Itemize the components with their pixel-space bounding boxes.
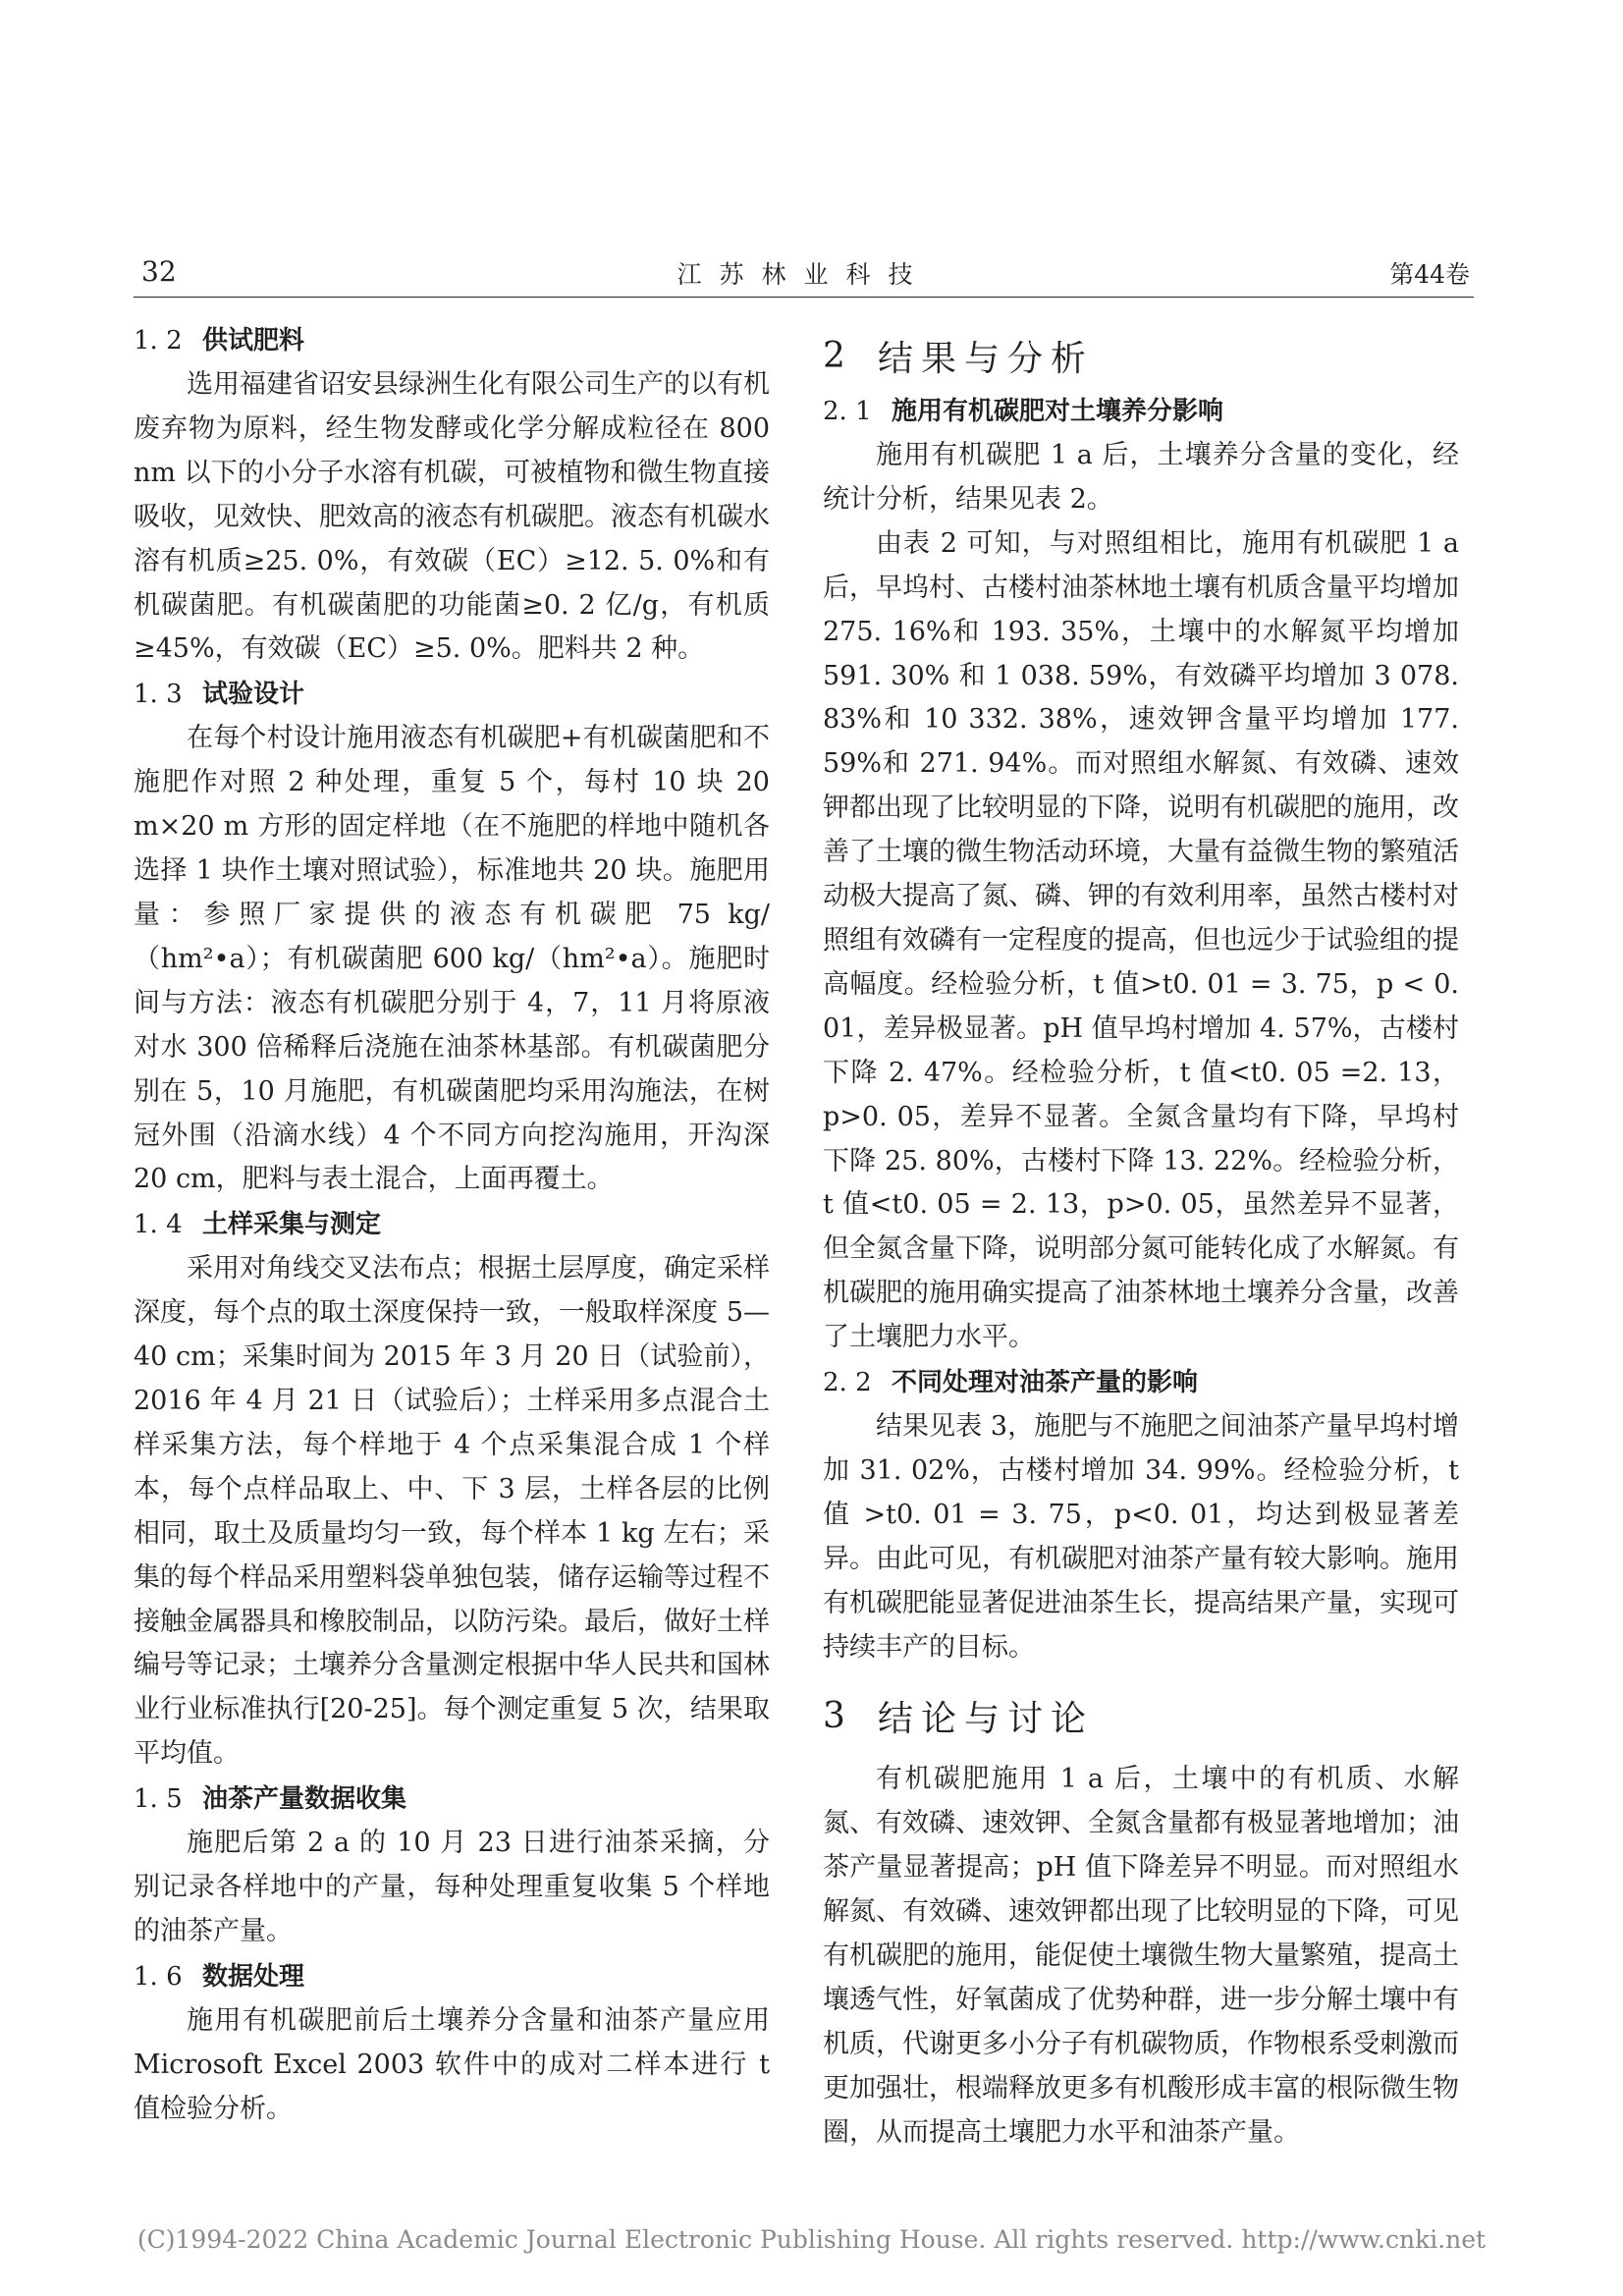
subsection-heading-1-6 [134, 1954, 770, 1999]
subsection-number: 1. 4 [134, 1210, 183, 1240]
subsection-number: 1. 2 [134, 326, 183, 355]
paragraph: 结果见表 3，施肥与不施肥之间油茶产量早坞村增加 31. 02%，古楼村增加 34. 99%。经检验分析，t 值 >t0. 01 = 3. 75，p<0. 01，均达到极显著差异。由此可见，有机碳肥对油茶产量有较大影响。施用有机碳肥能显著促进油茶生长，提高结果产量，实现可持续丰产的目标。 [823, 1411, 1459, 1663]
volume-label: 第44卷 [1389, 260, 1470, 289]
section-number: 2 [823, 335, 845, 376]
paragraph: 采用对角线交叉法布点；根据土层厚度，确定采样深度，每个点的取土深度保持一致，一般取样深度 5—40 cm；采集时间为 2015 年 3 月 20 日（试验前），2016 年 4 月 21 日（试验后）；土样采用多点混合土样采集方法，每个样地于 4 个点采集混合成 1 个样本，每个点样品取上、中、下 3 层，土样各层的比例相同，取土及质量均匀一致，每个样本 1 kg 左右；采集的每个样品采用塑料袋单独包装，储存运输等过程不接触金属器具和橡胶制品，以防污染。最后，做好土样编号等记录；土壤养分含量测定根据中华人民共和国林业行业标准执行[20-25]。每个测定重复 5 次，结果取平均值。 [134, 1253, 770, 1770]
subsection-title: 试验设计 [202, 680, 305, 710]
header-rule [134, 297, 1474, 298]
paragraph-conclusion [823, 1758, 1459, 2155]
subsection-number: 1. 5 [134, 1784, 183, 1815]
subsection-number: 1. 3 [134, 680, 183, 710]
subsection-heading-1-5 [134, 1777, 770, 1822]
subsection-heading-1-4 [134, 1202, 770, 1247]
paragraph-yield-data [134, 1822, 770, 1954]
paragraph-yield [823, 1405, 1459, 1669]
subsection-heading-2-1 [823, 389, 1459, 434]
paragraph: 选用福建省诏安县绿洲生化有限公司生产的以有机废弃物为原料，经生物发酵或化学分解成粒径在 800 nm 以下的小分子水溶有机碳，可被植物和微生物直接吸收，见效快、肥效高的液态有机碳肥。液态有机碳水溶有机质≥25. 0%，有效碳（EC）≥12. 5. 0%和有机碳菌肥。有机碳菌肥的功能菌≥0. 2 亿/g，有机质≥45%，有效碳（EC）≥5. 0%。肥料共 2 种。 [134, 369, 770, 665]
paragraph-soil-nutrients [823, 434, 1459, 1360]
paragraph: 施用有机碳肥 1 a 后，土壤养分含量的变化，经统计分析，结果见表 2。 [823, 440, 1459, 515]
section-title: 结论与讨论 [878, 1698, 1095, 1739]
subsection-title: 不同处理对油茶产量的影响 [892, 1368, 1199, 1398]
paragraph-fertilizer [134, 363, 770, 672]
copyright-footer: (C)1994-2022 China Academic Journal Electronic Publishing House. All rights reserved. http://www.cnki.net [136, 2225, 1487, 2254]
subsection-number: 2. 1 [823, 397, 872, 426]
subsection-heading-2-2 [823, 1360, 1459, 1405]
paragraph: 施肥后第 2 a 的 10 月 23 日进行油茶采摘，分别记录各样地中的产量，每种处理重复收集 5 个样地的油茶产量。 [134, 1828, 770, 1946]
right-column [823, 318, 1459, 2156]
paragraph: 在每个村设计施用液态有机碳肥+有机碳菌肥和不施肥作对照 2 种处理，重复 5 个，每村 10 块 20 m×20 m 方形的固定样地（在不施肥的样地中随机各选择 1 块作土壤对照试验），标准地共 20 块。施肥用量：参照厂家提供的液态有机碳肥 75 kg/（hm²•a）；有机碳菌肥 600 kg/（hm²•a）。施肥时间与方法：液态有机碳肥分别于 4，7，11 月将原液对水 300 倍稀释后浇施在油茶林基部。有机碳菌肥分别在 5，10 月施肥，有机碳菌肥均采用沟施法，在树冠外围（沿滴水线）4 个不同方向挖沟施用，开沟深 20 cm，肥料与表土混合，上面再覆土。 [134, 723, 770, 1195]
paragraph: 有机碳肥施用 1 a 后，土壤中的有机质、水解氮、有效磷、速效钾、全氮含量都有极显著地增加；油茶产量显著提高；pH 值下降差异不明显。而对照组水解氮、有效磷、速效钾都出现了比较明显的下降，可见有机碳肥的施用，能促使土壤微生物大量繁殖，提高土壤透气性，好氧菌成了优势种群，进一步分解土壤中有机质，代谢更多小分子有机碳物质，作物根系受刺激而更加强壮，根端释放更多有机酸形成丰富的根际微生物圈，从而提高土壤肥力水平和油茶产量。 [823, 1764, 1459, 2148]
subsection-number: 2. 2 [823, 1368, 872, 1398]
section-heading-2 [823, 322, 1459, 389]
section-title: 结果与分析 [878, 338, 1095, 379]
subsection-number: 1. 6 [134, 1961, 183, 1992]
subsection-title: 油茶产量数据收集 [202, 1784, 407, 1815]
subsection-title: 供试肥料 [202, 326, 305, 355]
subsection-heading-1-3 [134, 672, 770, 717]
paragraph: 由表 2 可知，与对照组相比，施用有机碳肥 1 a 后，早坞村、古楼村油茶林地土壤有机质含量平均增加 275. 16%和 193. 35%，土壤中的水解氮平均增加 591. 30% 和 1 038. 59%，有效磷平均增加 3 078. 83%和 10 332. 38%，速效钾含量平均增加 177. 59%和 271. 94%。而对照组水解氮、有效磷、速效钾都出现了比较明显的下降，说明有机碳肥的施用，改善了土壤的微生物活动环境，大量有益微生物的繁殖活动极大提高了氮、磷、钾的有效利用率，虽然古楼村对照组有效磷有一定程度的提高，但也远少于试验组的提高幅度。经检验分析，t 值>t0. 01 = 3. 75，p < 0. 01，差异极显著。pH 值早坞村增加 4. 57%，古楼村下降 2. 47%。经检验分析，t 值<t0. 05 =2. 13，p>0. 05，差异不显著。全氮含量均有下降，早坞村下降 25. 80%，古楼村下降 13. 22%。经检验分析，t 值<t0. 05 = 2. 13，p>0. 05，虽然差异不显著，但全氮含量下降，说明部分氮可能转化成了水解氮。有机碳肥的施用确实提高了油茶林地土壤养分含量，改善了土壤肥力水平。 [823, 527, 1459, 1353]
left-column [134, 318, 770, 2132]
page-number: 32 [141, 255, 177, 288]
subsection-heading-1-2 [134, 318, 770, 363]
section-heading-3 [823, 1673, 1459, 1758]
paragraph: 施用有机碳肥前后土壤养分含量和油茶产量应用 Microsoft Excel 2003 软件中的成对二样本进行 t 值检验分析。 [134, 2004, 770, 2124]
subsection-title: 土样采集与测定 [202, 1210, 382, 1240]
paragraph-sampling [134, 1247, 770, 1777]
paragraph-data-processing [134, 1999, 770, 2132]
section-number: 3 [823, 1695, 845, 1736]
paragraph-design [134, 717, 770, 1202]
subsection-title: 数据处理 [202, 1961, 305, 1992]
subsection-title: 施用有机碳肥对土壤养分影响 [892, 397, 1224, 426]
journal-title: 江苏林业科技 [676, 260, 931, 289]
running-header [134, 251, 1474, 297]
